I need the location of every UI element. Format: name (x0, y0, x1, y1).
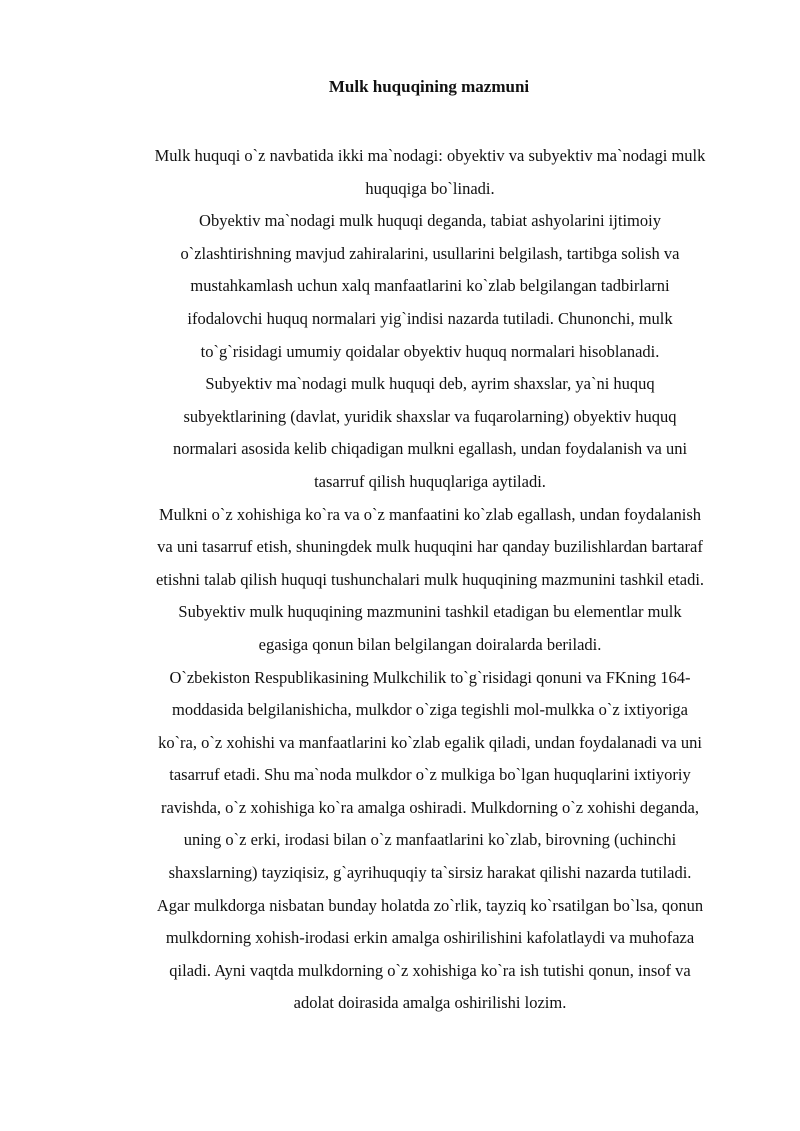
text-line: Agar mulkdorga nisbatan bunday holatda zo`rlik, tayziq ko`rsatilgan bo`lsa, qonun (156, 895, 704, 915)
text-line: ko`ra, o`z xohishi va manfaatlarini ko`zlab egalik qiladi, undan foydalanadi va uni (158, 732, 702, 752)
text-line: Mulk huquqi o`z navbatida ikki ma`nodagi: obyektiv va subyektiv ma`nodagi mulk (154, 146, 706, 165)
text-line: Mulkni o`z xohishiga ko`ra va o`z manfaatini ko`zlab egallash, undan foydalanish (158, 504, 702, 524)
text-line: to`g`risidagi umumiy qoidalar obyektiv huquq normalari hisoblanadi. (200, 341, 660, 361)
text-line: subyektlarining (davlat, yuridik shaxslar va fuqarolarning) obyektiv huquq (183, 406, 677, 426)
text-line: mulkdorning xohish-irodasi erkin amalga oshirilishini kafolatlaydi va muhofaza (165, 928, 695, 948)
text-line: etishni talab qilish huquqi tushunchalari mulk huquqining mazmunini tashkil etadi. (155, 569, 705, 589)
text-line: tasarruf etadi. Shu ma`noda mulkdor o`z mulkiga bo`lgan huquqlarini ixtiyoriy (169, 765, 691, 785)
text-line: shaxslarning) tayziqisiz, g`ayrihuquqiy ta`sirsiz harakat qilishi nazarda tutiladi. (168, 863, 692, 883)
text-line: ravishda, o`z xohishiga ko`ra amalga oshiradi. Mulkdorning o`z xohishi deganda, (161, 797, 699, 817)
text-line: huquqiga bo`linadi. (365, 178, 495, 198)
document-body (112, 140, 748, 1020)
text-line: o`zlashtirishning mavjud zahiralarini, usullarini belgilash, tartibga solish va (180, 243, 680, 263)
text-line: normalari asosida kelib chiqadigan mulkni egallash, undan foydalanish va uni (172, 439, 688, 459)
text-line: Obyektiv ma`nodagi mulk huquqi deganda, tabiat ashyolarini ijtimoiy (199, 211, 661, 231)
text-line: adolat doirasida amalga oshirilishi lozim. (293, 993, 567, 1013)
text-line: qiladi. Ayni vaqtda mulkdorning o`z xohishiga ko`ra ish tutishi qonun, insof va (169, 960, 691, 980)
text-line: O`zbekiston Respublikasining Mulkchilik to`g`risidagi qonuni va FKning 164- (169, 667, 691, 687)
document-title: Mulk huquqining mazmuni (328, 77, 530, 96)
text-line: moddasida belgilanishicha, mulkdor o`ziga tegishli mol-mulkka o`z ixtiyoriga (172, 700, 688, 720)
text-line: uning o`z erki, irodasi bilan o`z manfaatlarini ko`zlab, birovning (uchinchi (183, 830, 677, 850)
text-line: tasarruf qilish huquqlariga aytiladi. (314, 471, 546, 491)
text-line: egasiga qonun bilan belgilangan doiralarda beriladi. (258, 634, 602, 654)
text-line: Subyektiv mulk huquqining mazmunini tashkil etadigan bu elementlar mulk (178, 602, 682, 622)
text-line: ifodalovchi huquq normalari yig`indisi nazarda tutiladi. Chunonchi, mulk (187, 308, 673, 328)
text-line: mustahkamlash uchun xalq manfaatlarini ko`zlab belgilangan tadbirlarni (190, 276, 670, 296)
text-line: va uni tasarruf etish, shuningdek mulk huquqini har qanday buzilishlardan bartaraf (157, 537, 703, 557)
text-line: Subyektiv ma`nodagi mulk huquqi deb, ayrim shaxslar, ya`ni huquq (205, 374, 655, 394)
